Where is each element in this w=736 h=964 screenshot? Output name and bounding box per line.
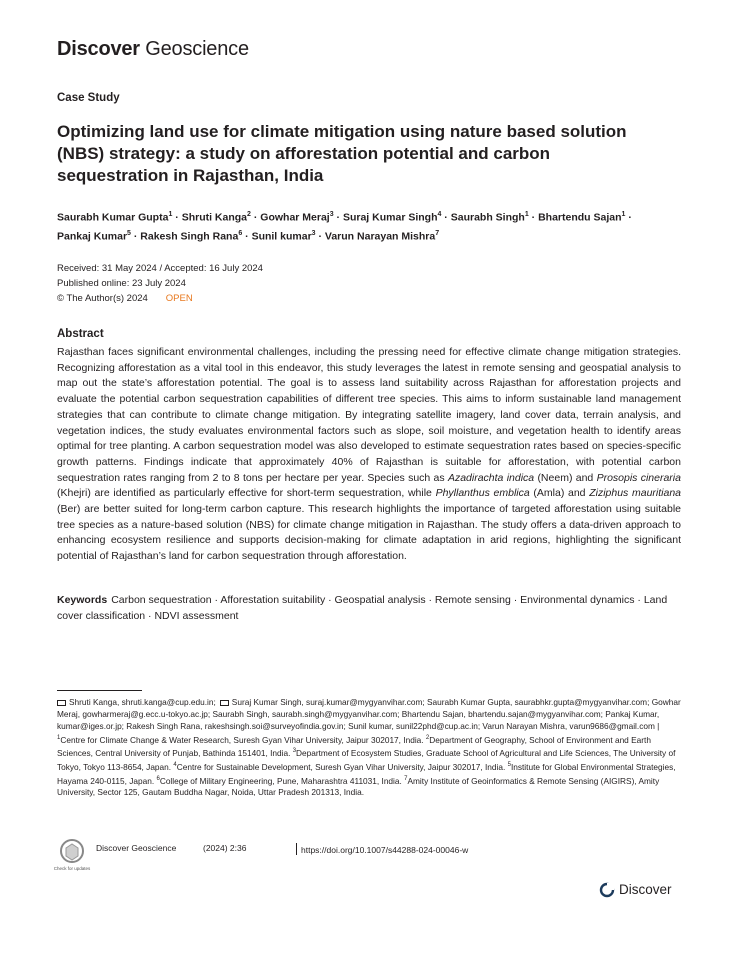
author-emails[interactable]: Suraj Kumar Singh, suraj.kumar@mygyanvihar.com; Saurabh Kumar Gupta, saurabhkr.gupta@mygyanvihar.com; Gowhar Meraj, gowharmeraj@g.ecc.u-tokyo.ac.jp; Saurabh Singh, saurabh.singh@mygyanvihar.com; Bhartendu Sajan, bhartendu.sajan@mygyanvihar.com; Pankaj Kumar, kumar@iges.or.jp; Rakesh Singh Rana, rakeshsingh.soi@surveyofindia.gov.in; Sunil kumar, sunil22phd@cup.ac.in; Varun Narayan Mishra, varun9686@gmail.com |	[57, 697, 681, 731]
author-affiliation: 3	[329, 211, 334, 218]
envelope-icon	[57, 700, 66, 706]
keywords	[57, 592, 681, 624]
author-name[interactable]: Suraj Kumar Singh	[342, 211, 438, 224]
author-separator: ·	[242, 230, 252, 242]
footnote-divider	[57, 690, 142, 691]
keywords-label: Keywords	[57, 594, 108, 606]
abstract-part-3: (Khejri) are identified as particularly effective for short-term sequestration, while	[57, 487, 436, 500]
abstract-part-4: (Amla) and	[529, 487, 590, 500]
species-prosopis: Prosopis cineraria	[596, 471, 681, 484]
species-ziziphus: Ziziphus mauritiana	[589, 487, 682, 500]
affiliation-2: Department of Geography, School of Environment and Earth Sciences, Central University of Punjab, Bathinda 151401, India.	[57, 734, 651, 759]
footnote-text: Shruti Kanga, shruti.kanga@cup.edu.in; Suraj Kumar Singh, suraj.kumar@mygyanvihar.com; Saurabh Kumar Gupta, saurabhkr.gupta@mygyanvihar.com; Gowhar Meraj, gowharmeraj@g.ecc.u-tokyo.ac.jp; Saurabh Singh, saurabh.singh@mygyanvihar.com; Bhartendu Sajan, bhartendu.sajan@mygyanvihar.com; Pankaj Kumar, kumar@iges.or.jp; Rakesh Singh Rana, rakeshsingh.soi@surveyofindia.gov.in; Sunil kumar, sunil22phd@cup.ac.in; Varun Narayan Mishra, varun9686@gmail.com | $^1$Centre for Climate Change & Water Research, Suresh Gyan Vihar University, Jaipur 302017, India. $^2$Department of Geography, School of Environment and Earth Sciences, Central University of Punjab, Bathinda 151401, India. $^3$Department of Ecosystem Studies, Graduate School of Agricultural and Life Sciences, The University of Tokyo, Tokyo 113-8654, Japan. $^4$Centre for Sustainable Development, Suresh Gyan Vihar University, Jaipur 302017, India. $^5$Institute for Global Environmental Strategies, Hayama 240-0115, Japan. $^6$College of Military Engineering, Pune, Maharashtra 411031, India. $^7$Amity Institute of Geoinformatics & Remote Sensing (AIGIRS), Amity University, Sector 125, Gautam Buddha Nagar, Noida, Uttar Pradesh 201313, India.	[57, 697, 681, 798]
species-phyllanthus: Phyllanthus emblica	[435, 487, 530, 500]
author-affiliation: 2	[247, 211, 251, 218]
author-affiliation: 3	[311, 229, 316, 237]
author-separator: ·	[172, 211, 182, 224]
affiliation-3: Department of Ecosystem Studies, Graduate School of Agricultural and Life Sciences, The University of Tokyo, Tokyo 113-8654, Japan.	[57, 748, 676, 772]
author-name[interactable]: Saurabh Singh	[450, 211, 525, 224]
copyright: © The Author(s) 2024	[57, 293, 148, 304]
author-separator: ·	[441, 211, 451, 224]
footer-doi[interactable]	[296, 843, 468, 855]
keywords-text: Carbon sequestration · Afforestation suitability · Geospatial analysis · Remote sensing · Environmental dynamics · Land cover classification · NDVI assessment	[57, 594, 668, 622]
abstract-part-1: Rajasthan faces significant environmental challenges, including the pressing need for effective climate change mitigation strategies. Recognizing afforestation as a vital tool in this endeavor, this study leverages the latest in remote sensing and geospatial analysis to map out the state’s afforestation potential. The goal is to assess land suitability across Rajasthan for afforestation projects and evaluate the potential carbon sequestration capabilities of different tree species. This aims to inform sustainable land management strategies that can contribute to climate change mitigation. By integrating satellite imagery, land cover data, terrain analysis, and vegetation indices, the study evaluates environmental factors such as slope, soil moisture, and vegetation health to identify areas optimal for tree planting. A carbon sequestration model was also developed to estimate sequestration rates based on species-specific growth patterns. Findings indicate that approximately 40% of Rajasthan is suitable for afforestation, with potential carbon sequestration rates ranging from 2 to 8 tons per hectare per year. Species such as	[57, 346, 681, 484]
species-azadirachta: Azadirachta indica	[447, 471, 535, 484]
envelope-icon	[220, 700, 229, 706]
author-name[interactable]: Sunil kumar	[251, 230, 312, 242]
journal-title	[57, 38, 249, 61]
author-affiliation: 4	[437, 211, 442, 218]
abstract-part-5: (Ber) are better suited for long-term carbon capture. This research highlights the importance of targeted afforestation using suitable tree species as a nature-based solution (NBS) for climate change mitigation in Rajasthan. The study offers a data-driven approach to enhancing ecosystem resilience and supports decision-making for climate adaptation in arid regions, highlighting the significant potential of Rajasthan’s land for carbon sequestration through afforestation.	[57, 503, 681, 563]
author-separator: ·	[315, 230, 325, 242]
doi-link[interactable]: https://doi.org/10.1007/s44288-024-00046-w	[301, 845, 469, 855]
doi-separator	[296, 843, 297, 855]
check-for-updates-label: Check for updates	[53, 866, 91, 871]
author-affiliation: 6	[238, 229, 243, 237]
article-title: Optimizing land use for climate mitigation using nature based solution (NBS) strategy: a study on afforestation potential and carbon sequestration in Rajasthan, India	[57, 122, 627, 185]
author-name[interactable]: Saurabh Kumar Gupta	[57, 211, 169, 224]
received-date: Received: 31 May 2024 / Accepted: 16 July 2024	[57, 263, 263, 274]
abstract-part-2: (Neem) and	[534, 471, 597, 484]
author-name[interactable]: Rakesh Singh Rana	[140, 230, 239, 242]
discover-brand	[600, 882, 672, 897]
affiliation-5: Institute for Global Environmental Strategies, Hayama 240-0115, Japan.	[57, 761, 676, 786]
author-separator: ·	[625, 211, 632, 224]
abstract-text	[57, 345, 681, 565]
discover-brand-label: Discover	[619, 882, 672, 897]
author-separator: ·	[130, 230, 141, 242]
check-for-updates-icon[interactable]	[53, 838, 91, 876]
footer-volume: (2024) 2:36	[203, 843, 247, 853]
author-separator: ·	[333, 211, 343, 224]
journal-name-regular: Geoscience	[145, 38, 249, 60]
author-affiliation: 1	[524, 211, 529, 218]
corresponding-author-1[interactable]: Shruti Kanga, shruti.kanga@cup.edu.in;	[69, 697, 216, 707]
author-name[interactable]: Bhartendu Sajan	[538, 211, 622, 224]
affiliation-6: College of Military Engineering, Pune, Maharashtra 411031, India.	[159, 775, 402, 786]
article-type: Case Study	[57, 92, 120, 104]
author-affiliation: 5	[127, 229, 131, 237]
author-name[interactable]: Shruti Kanga	[181, 211, 248, 224]
author-name[interactable]: Pankaj Kumar	[57, 230, 128, 242]
author-separator: ·	[528, 211, 539, 224]
abstract-heading: Abstract	[57, 328, 104, 340]
author-list	[57, 207, 697, 244]
affiliation-1: Centre for Climate Change & Water Research, Suresh Gyan Vihar University, Jaipur 302017, India.	[60, 734, 424, 745]
author-name[interactable]: Gowhar Meraj	[260, 211, 330, 224]
publication-dates	[57, 261, 263, 306]
author-affiliation: 1	[621, 211, 626, 218]
author-name[interactable]: Varun Narayan Mishra	[324, 230, 436, 242]
author-affiliation: 1	[168, 211, 173, 218]
affiliation-7: Amity Institute of Geoinformatics & Remote Sensing (AIGIRS), Amity University, Sector 125, Gautam Buddha Nagar, Noida, Uttar Pradesh 201313, India.	[57, 775, 660, 798]
affiliation-4: Centre for Sustainable Development, Suresh Gyan Vihar University, Jaipur 302017, India.	[176, 761, 506, 772]
open-access-badge[interactable]: OPEN	[165, 293, 193, 304]
discover-logo-icon	[600, 883, 614, 897]
published-date: Published online: 23 July 2024	[57, 278, 186, 289]
author-affiliation: 7	[435, 229, 440, 237]
author-separator: ·	[250, 211, 261, 224]
journal-name-bold: Discover	[57, 38, 140, 60]
footer-journal: Discover Geoscience	[96, 843, 177, 853]
